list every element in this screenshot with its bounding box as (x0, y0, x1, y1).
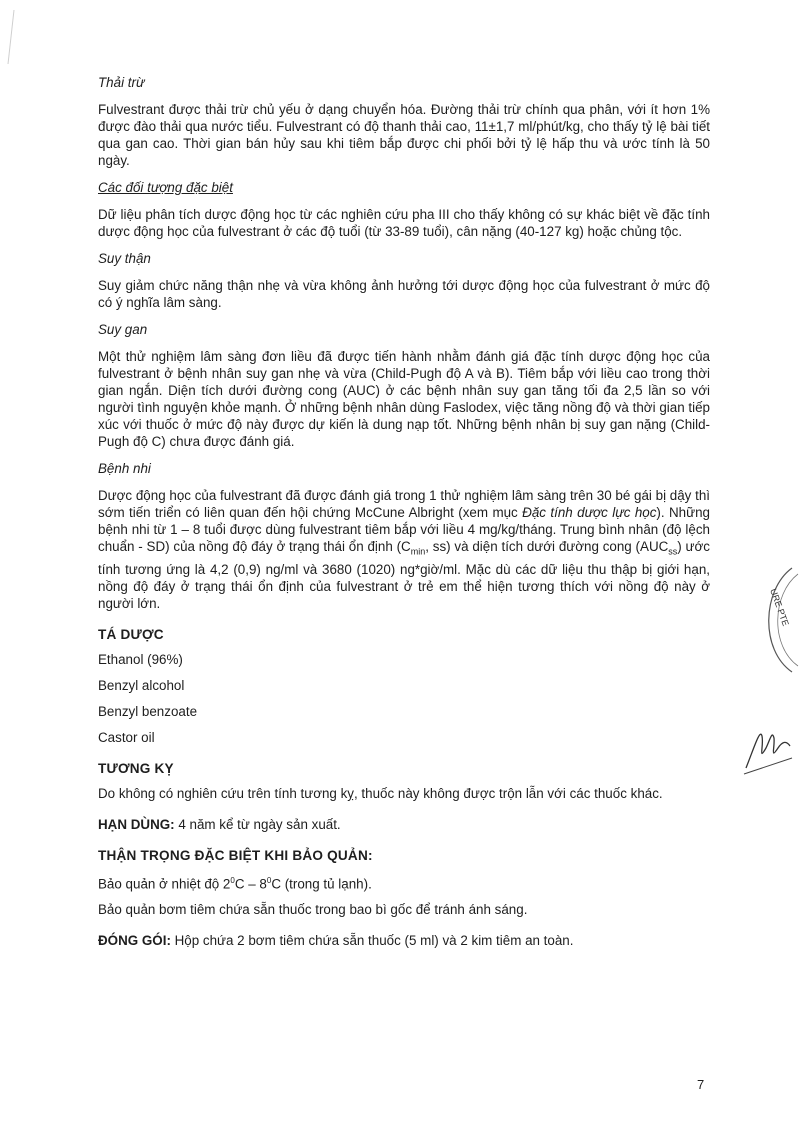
benh-nhi-text-3: , ss) và diện tích dưới đường cong (AUC (425, 539, 669, 554)
heading-doi-tuong-dac-biet: Các đối tượng đặc biệt (98, 180, 233, 195)
heading-suy-gan: Suy gan (98, 322, 148, 337)
paragraph-benh-nhi (98, 487, 710, 612)
ta-duoc-item: Benzyl benzoate (98, 703, 198, 719)
bao-quan-line-1 (98, 872, 710, 892)
stamp-icon (752, 560, 800, 680)
ta-duoc-item: Castor oil (98, 729, 155, 745)
degree-sup-2: 0 (266, 875, 272, 885)
benh-nhi-sub-ss: ss (668, 546, 678, 557)
dong-goi-value: Hộp chứa 2 bơm tiêm chứa sẵn thuốc (5 ml) và 2 kim tiêm an toàn. (170, 933, 574, 949)
ta-duoc-item: Benzyl alcohol (98, 677, 185, 693)
dong-goi-line (98, 932, 710, 949)
bao-quan-text-a: Bảo quản ở nhiệt độ 2 (98, 876, 231, 892)
paragraph-doi-tuong-dac-biet: Dữ liệu phân tích dược động học từ các nghiên cứu pha III cho thấy không có sự khác biệt về đặc tính dược động học của fulvestrant ở các độ tuổi (từ 33-89 tuổi), cân nặng (40-127 kg) hoặc chủng tộc. (98, 207, 710, 239)
han-dung-label: HẠN DÙNG: (98, 816, 175, 832)
paragraph-thai-tru: Fulvestrant được thải trừ chủ yếu ở dạng chuyển hóa. Đường thải trừ chính qua phân, với ít hơn 1% được đào thải qua nước tiểu. Fulvestrant có độ thanh thải cao, 11±1,7 ml/phút/kg, cho thấy tỷ lệ bài tiết qua gan cao. Thời gian bán hủy sau khi tiêm bắp được chi phối bởi tỷ lệ hấp thu và ước tính là 50 ngày. (98, 102, 710, 168)
scan-mark (4, 8, 18, 68)
heading-bao-quan: THẬN TRỌNG ĐẶC BIỆT KHI BẢO QUẢN: (98, 847, 373, 863)
benh-nhi-text-2: ). Những bệnh nhi từ 1 – 8 tuổi được dùng fulvestrant tiêm bắp với liều 4 mg/kg/tháng. Trung bình nhân (độ lệch chuẩn - SD) của nồng độ đáy ở trạng thái ổn định (C (98, 505, 710, 554)
benh-nhi-sub-min: min (410, 546, 426, 557)
bao-quan-text-c: C (trong tủ lạnh). (271, 876, 372, 892)
paragraph-suy-than: Suy giảm chức năng thận nhẹ và vừa không ảnh hưởng tới dược động học của fulvestrant ở mức độ có ý nghĩa lâm sàng. (98, 278, 710, 310)
dong-goi-label: ĐÓNG GÓI: (98, 933, 171, 949)
stamp-text: URE PTE (768, 587, 791, 628)
page-number: 7 (697, 1077, 705, 1092)
benh-nhi-italic-ref: Đặc tính dược lực học (522, 505, 657, 520)
paragraph-tuong-ky: Do không có nghiên cứu trên tính tương kỵ, thuốc này không được trộn lẫn với các thuốc khác. (98, 785, 663, 801)
heading-suy-than: Suy thận (98, 251, 151, 266)
heading-thai-tru: Thải trừ (98, 75, 145, 90)
document-body (98, 74, 710, 959)
benh-nhi-text-4: ) ước tính tương ứng là 4,2 (0,9) ng/ml và 3680 (1020) ng*giờ/ml. Mặc dù các dữ liệu thu thập bị giới hạn, nồng độ đáy ở trạng thái ổn định của fulvestrant ở trẻ em thể hiện tương thích với nồng độ này ở người lớn. (98, 539, 710, 611)
han-dung-line (98, 816, 710, 833)
paragraph-suy-gan: Một thử nghiệm lâm sàng đơn liều đã được tiến hành nhằm đánh giá đặc tính dược động học của fulvestrant ở bệnh nhân suy gan nhẹ và vừa (Child-Pugh độ A và B). Tiêm bắp với liều cao trong thời gian ngắn. Diện tích dưới đường cong (AUC) ở các bệnh nhân suy gan tăng tối đa 2,5 lần so với người tình nguyện khỏe mạnh. Ở những bệnh nhân dùng Faslodex, việc tăng nồng độ và thời gian tiếp xúc với thuốc ở mức độ này được dự kiến là dung nạp tốt. Những bệnh nhân bị suy gan nặng (Child-Pugh độ C) chưa được đánh giá. (98, 349, 710, 449)
heading-ta-duoc: TÁ DƯỢC (98, 626, 164, 642)
han-dung-value: 4 năm kể từ ngày sản xuất. (174, 816, 341, 832)
heading-benh-nhi: Bệnh nhi (98, 461, 151, 476)
degree-sup-1: 0 (230, 875, 235, 885)
benh-nhi-text-1: Dược động học của fulvestrant đã được đánh giá trong 1 thử nghiệm lâm sàng trên 30 bé gái bị dậy thì sớm tiến triển có liên quan đến hội chứng McCune Albright (xem mục (98, 488, 710, 520)
signature-icon (740, 718, 796, 778)
bao-quan-line-2: Bảo quản bơm tiêm chứa sẵn thuốc trong bao bì gốc để tránh ánh sáng. (98, 902, 528, 918)
bao-quan-text-b: C – 8 (234, 876, 267, 892)
heading-tuong-ky: TƯƠNG KỴ (98, 760, 174, 776)
ta-duoc-item: Ethanol (96%) (98, 651, 183, 667)
